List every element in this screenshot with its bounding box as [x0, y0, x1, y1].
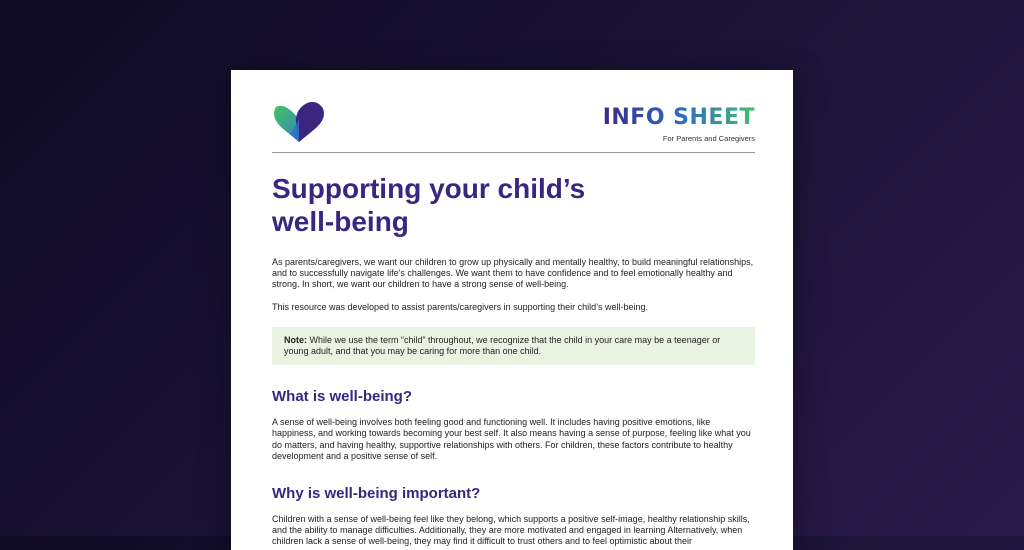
- page-title-line1: Supporting your child’s: [272, 173, 586, 204]
- info-sheet-title: INFO SHEET: [602, 105, 755, 130]
- note-box: [272, 327, 755, 365]
- heart-logo-icon: [272, 97, 326, 143]
- page-title: [272, 172, 755, 238]
- document-body: [272, 172, 755, 548]
- section-body-what-is-well-being: A sense of well-being involves both feeling good and functioning well. It includes having positive emotions, like happiness, and working towards becoming your best self. It also means having a sense of purpose, feeling like what you do matters, and having healthy, supportive relationships with others. For children, these factors contribute to healthy development and a positive sense of self.: [272, 417, 751, 461]
- info-sheet-page: [231, 70, 793, 550]
- note-text: While we use the term “child” throughout, we recognize that the child in your care may be a teenager or young adult, and that you may be caring for more than one child.: [284, 334, 721, 357]
- intro-paragraph: As parents/caregivers, we want our children to grow up physically and mentally healthy, to build meaningful relationships, and to successfully navigate life’s challenges. We want them to have confidence and to feel emotionally healthy and strong. In short, we want our children to have a strong sense of well-being.: [272, 257, 754, 290]
- info-sheet-header: [603, 106, 755, 143]
- info-sheet-subtitle: For Parents and Caregivers: [662, 134, 755, 143]
- section-heading-why-important: Why is well-being important?: [272, 485, 481, 503]
- page-title-line2: well-being: [272, 206, 409, 237]
- section-body-why-important: Children with a sense of well-being feel like they belong, which supports a positive self-image, healthy relationship skills, and the ability to manage difficulties. Additionally, they are more motivated and engaged in learning Alternatively, when children lack a sense of well-being, they may find it difficult to trust others and to feel optimistic about their: [272, 514, 750, 547]
- header-divider: [272, 152, 755, 153]
- section-heading-what-is-well-being: What is well-being?: [272, 388, 413, 406]
- note-label: Note:: [284, 334, 307, 345]
- purpose-paragraph: This resource was developed to assist parents/caregivers in supporting their child’s well-being.: [272, 301, 649, 312]
